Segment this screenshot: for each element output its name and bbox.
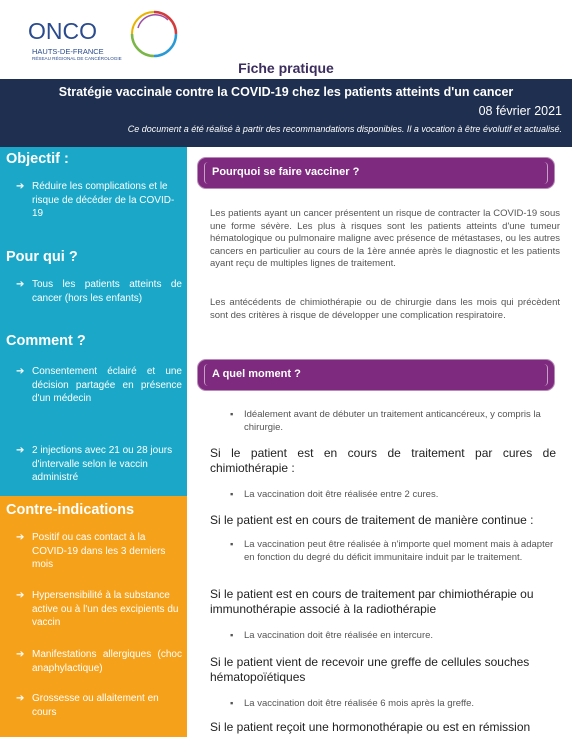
contre-item: ➔ Positif ou cas contact à la COVID-19 dans les 3 derniers mois xyxy=(16,532,166,570)
contre-item: ➔ Manifestations allergiques (choc anaphylactique) xyxy=(16,649,182,674)
document-note: Ce document a été réalisé à partir des recommandations disponibles. Il a vocation à être évolutif et actualisé. xyxy=(127,124,562,134)
when-label: A quel moment ? xyxy=(212,368,301,380)
bullet-icon: ▪ xyxy=(230,489,234,500)
logo-subtitle: HAUTS-DE-FRANCE xyxy=(32,47,104,56)
objectif-title: Objectif : xyxy=(6,151,69,167)
arrow-icon: ➔ xyxy=(16,693,25,704)
arrow-icon: ➔ xyxy=(16,590,25,601)
contre-title: Contre-indications xyxy=(6,502,135,518)
onco-logo xyxy=(28,8,178,60)
case-chemo-cures-item: ▪ La vaccination doit être réalisée entre 2 cures. xyxy=(230,489,439,500)
logo-ring-icon xyxy=(128,8,180,60)
left-info-panel xyxy=(0,147,187,496)
arrow-icon: ➔ xyxy=(16,366,25,377)
why-label: Pourquoi se faire vacciner ? xyxy=(212,166,360,178)
case-continuous: Si le patient est en cours de traitement de manière continue : xyxy=(210,513,534,527)
arrow-icon: ➔ xyxy=(16,532,25,543)
contre-item: ➔ Grossesse ou allaitement en cours xyxy=(16,693,159,718)
bullet-icon: ▪ xyxy=(230,698,234,709)
pourqui-title: Pour qui ? xyxy=(6,249,78,265)
contraindications-panel xyxy=(0,496,187,737)
contre-item: ➔ Hypersensibilité à la substance active ou à l'un des excipients du vaccin xyxy=(16,590,179,628)
logo-tagline: RÉSEAU RÉGIONAL DE CANCÉROLOGIE xyxy=(32,56,122,61)
case-stem-cell-graft-item: ▪ La vaccination doit être réalisée 6 mois après la greffe. xyxy=(230,698,475,709)
arrow-icon: ➔ xyxy=(16,279,25,290)
case-continuous-item: ▪ La vaccination peut être réalisée à n'importe quel moment mais à adapter en fonction du degré du déficit immunitaire induit par le traitement. xyxy=(230,539,554,563)
title-banner xyxy=(0,79,572,147)
comment-item: ➔ 2 injections avec 21 ou 28 jours d'intervalle selon le vaccin administré xyxy=(16,445,173,483)
case-hormonotherapy: Si le patient reçoit une hormonothérapie ou est en rémission xyxy=(210,720,531,734)
why-paragraph-2: Les antécédents de chimiothérapie ou de chirurgie dans les mois qui précèdent sont des critères à risque de développer une complication respiratoire. xyxy=(210,297,560,321)
document-date: 08 février 2021 xyxy=(478,104,562,118)
comment-title: Comment ? xyxy=(6,333,86,349)
case-stem-cell-graft: Si le patient vient de recevoir une greffe de cellules souches hématopoïétiques xyxy=(210,655,530,684)
bullet-icon: ▪ xyxy=(230,630,234,641)
logo-name: ONCO xyxy=(28,18,97,44)
objectif-item: ➔ Réduire les complications et le risque de décéder de la COVID-19 xyxy=(16,181,175,219)
arrow-icon: ➔ xyxy=(16,181,25,192)
bullet-icon: ▪ xyxy=(230,409,234,420)
comment-item: ➔ Consentement éclairé et une décision partagée en présence d'un médecin xyxy=(16,366,182,404)
why-section-header xyxy=(197,157,555,189)
pourqui-item: ➔ Tous les patients atteints de cancer (hors les enfants) xyxy=(16,279,182,304)
when-intro-item: ▪ Idéalement avant de débuter un traitement anticancéreux, y compris la chirurgie. xyxy=(230,409,541,433)
arrow-icon: ➔ xyxy=(16,649,25,660)
page-heading: Fiche pratique xyxy=(238,60,334,76)
case-chemo-cures: Si le patient est en cours de traitement par cures de chimiothérapie : xyxy=(210,446,556,475)
why-paragraph-1: Les patients ayant un cancer présentent un risque de contracter la COVID-19 sous une forme sévère. Les plus à risques sont les patients atteints d'une tumeur hématologique ou pulmonaire maligne avec présence de métastases, ou les autres cancers en particulier au cours de la 1ère année après le diagnostic et les patients ayant reçu de multiples lignes de traitement. xyxy=(210,208,560,270)
case-radiotherapy-item: ▪ La vaccination doit être réalisée en intercure. xyxy=(230,630,434,641)
bullet-icon: ▪ xyxy=(230,539,234,550)
document-title: Stratégie vaccinale contre la COVID-19 chez les patients atteints d'un cancer xyxy=(58,85,514,99)
case-radiotherapy: Si le patient est en cours de traitement par chimiothérapie ou immunothérapie associé à la radiothérapie xyxy=(210,587,534,616)
arrow-icon: ➔ xyxy=(16,445,25,456)
when-section-header xyxy=(197,359,555,391)
